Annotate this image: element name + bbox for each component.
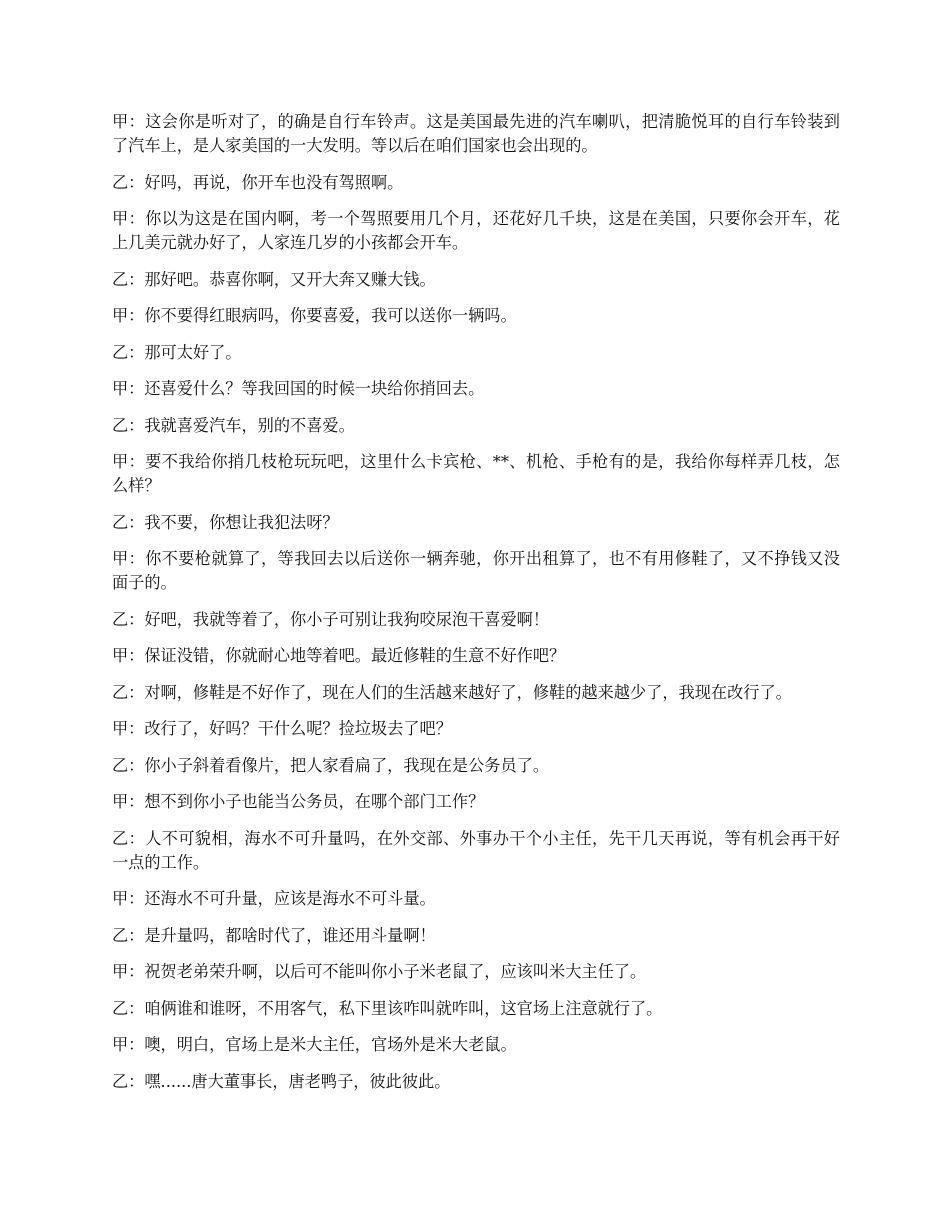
dialogue-line-8: 乙：我就喜爱汽车，别的不喜爱。 [112,415,355,435]
dialogue-line-16: 乙：你小子斜着看像片，把人家看扁了，我现在是公务员了。 [112,755,550,775]
dialogue-line-20: 乙：是升量吗，都啥时代了，谁还用斗量啊！ [112,925,436,945]
dialogue-line-4: 乙：那好吧。恭喜你啊，又开大奔又赚大钱。 [112,269,436,289]
dialogue-line-22: 乙：咱俩谁和谁呀，不用客气，私下里该咋叫就咋叫，这官场上注意就行了。 [112,998,663,1018]
dialogue-line-2: 乙：好吗，再说，你开车也没有驾照啊。 [112,172,404,192]
dialogue-line-21: 甲：祝贺老弟荣升啊，以后可不能叫你小子米老鼠了，应该叫米大主任了。 [112,962,647,981]
dialogue-line-24: 乙：嘿......唐大董事长，唐老鸭子，彼此彼此。 [112,1071,451,1091]
dialogue-text [112,110,840,1106]
dialogue-line-18: 乙：人不可貌相，海水不可升量吗，在外交部、外事办干个小主任，先干几天再说，等有机会再干好一点的工作。 [112,828,840,872]
dialogue-line-10: 乙：我不要，你想让我犯法呀？ [112,512,339,532]
dialogue-line-13: 甲：保证没错，你就耐心地等着吧。最近修鞋的生意不好作吧？ [112,646,566,665]
dialogue-line-1: 甲：这会你是听对了，的确是自行车铃声。这是美国最先进的汽车喇叭，把清脆悦耳的自行车铃装到了汽车上，是人家美国的一大发明。等以后在咱们国家也会出现的。 [112,112,840,155]
dialogue-line-14: 乙：对啊，修鞋是不好作了，现在人们的生活越来越好了，修鞋的越来越少了，我现在改行了。 [112,682,792,702]
dialogue-line-19: 甲：还海水不可升量，应该是海水不可斗量。 [112,889,436,908]
dialogue-line-6: 乙：那可太好了。 [112,342,242,362]
dialogue-line-17: 甲：想不到你小子也能当公务员，在哪个部门工作？ [112,792,485,811]
dialogue-line-9: 甲：要不我给你捎几枝枪玩玩吧，这里什么卡宾枪、**、机枪、手枪有的是，我给你每样弄几枝，怎么样？ [112,452,840,495]
dialogue-line-5: 甲：你不要得红眼病吗，你要喜爱，我可以送你一辆吗。 [112,306,517,325]
dialogue-line-3: 甲：你以为这是在国内啊，考一个驾照要用几个月，还花好几千块，这是在美国，只要你会开车，花上几美元就办好了，人家连几岁的小孩都会开车。 [112,209,840,252]
dialogue-line-12: 乙：好吧，我就等着了，你小子可别让我狗咬尿泡干喜爱啊！ [112,609,550,629]
dialogue-line-7: 甲：还喜爱什么？等我回国的时候一块给你捎回去。 [112,379,485,398]
dialogue-line-23: 甲：噢，明白，官场上是米大主任，官场外是米大老鼠。 [112,1035,517,1054]
dialogue-line-11: 甲：你不要枪就算了，等我回去以后送你一辆奔驰，你开出租算了，也不有用修鞋了，又不挣钱又没面子的。 [112,549,840,592]
dialogue-line-15: 甲：改行了，好吗？干什么呢？捡垃圾去了吧？ [112,719,452,738]
